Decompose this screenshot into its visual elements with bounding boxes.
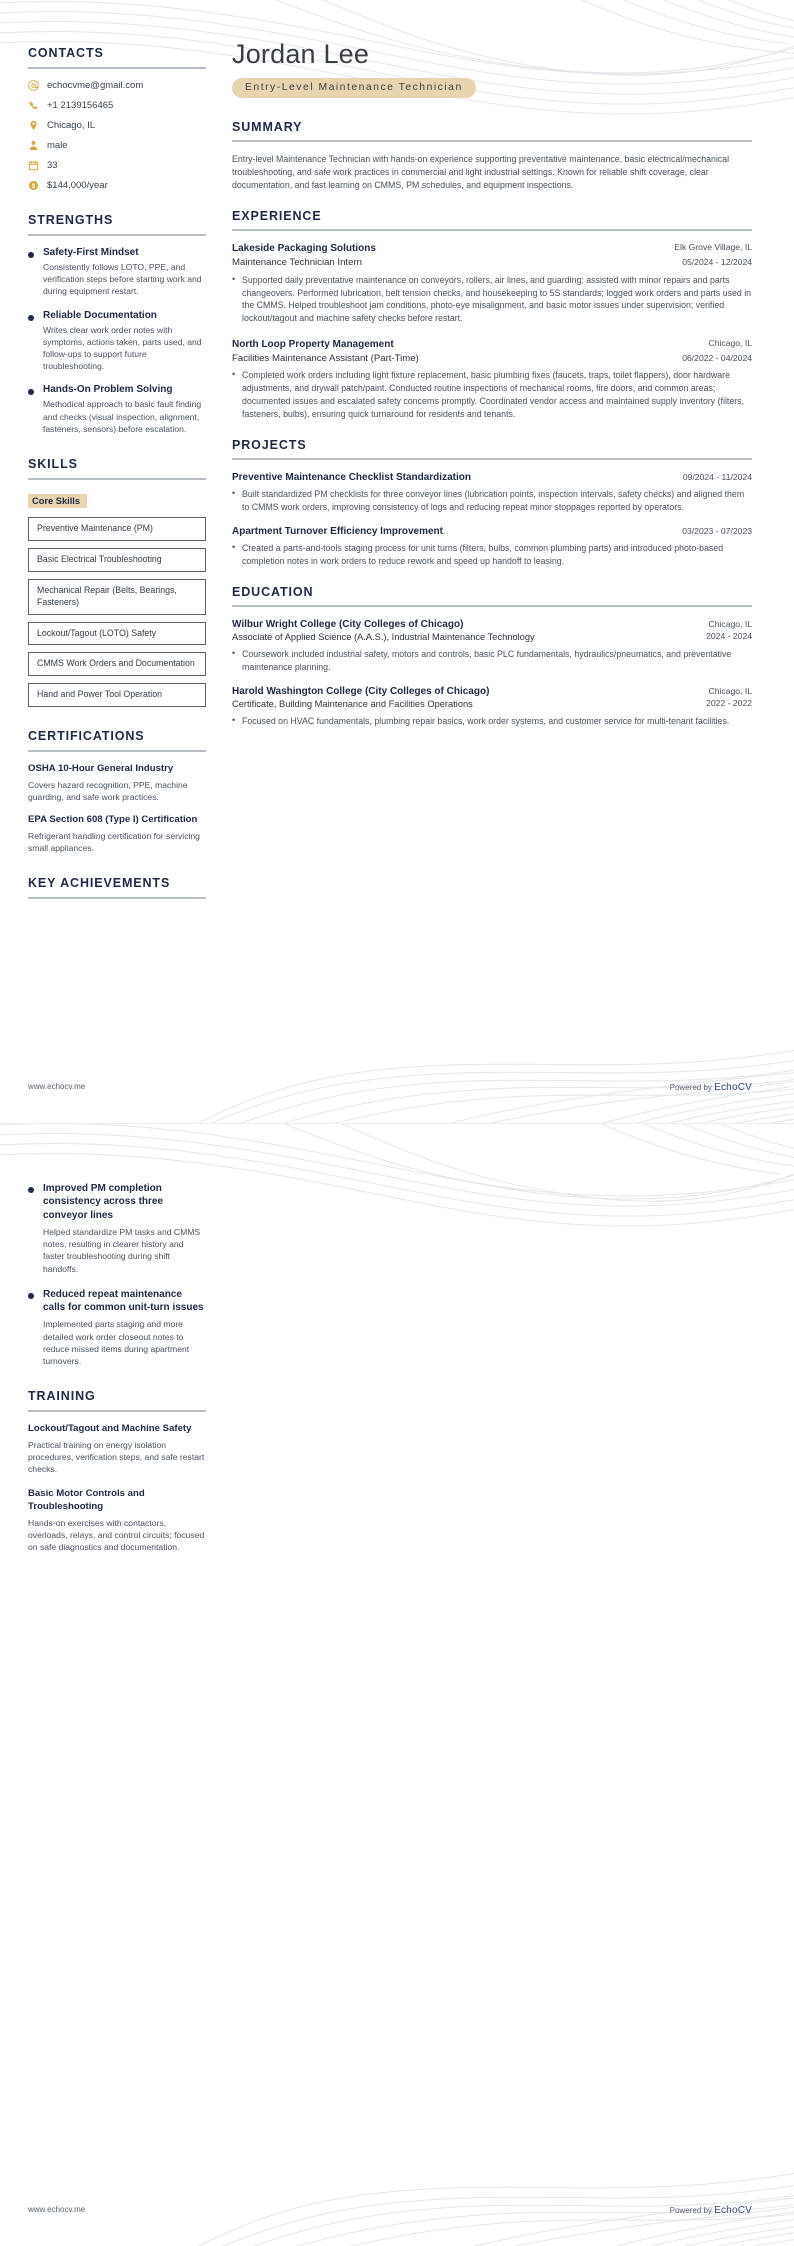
education-bullets [232,715,752,728]
strength-title: Hands-On Problem Solving [43,384,173,396]
experience-date: 05/2024 - 12/2024 [682,257,752,268]
education-date: 2024 - 2024 [706,631,752,642]
core-skills-label: Core Skills [28,494,87,508]
footer-powered-label: Powered by [669,1083,715,1092]
key-achievement-item [28,1288,206,1367]
summary-heading: SUMMARY [232,119,303,134]
sidebar-continued [0,1124,224,1575]
certification-item [28,763,206,803]
key-achievements-heading: KEY ACHIEVEMENTS [28,875,171,890]
bullet-icon [28,252,34,258]
experience-bullets [232,369,752,420]
main-column-continued [224,1124,794,1575]
education-heading: EDUCATION [232,585,314,600]
page-footer [0,2205,794,2216]
skill-chip: Preventive Maintenance (PM) [28,517,206,541]
project-title: Apartment Turnover Efficiency Improvement [232,526,443,538]
strengths-section [28,213,206,435]
strength-description: Methodical approach to basic fault finding and checks (visual inspection, alignment, fasteners, sensors) before escalation. [43,399,202,434]
contact-email-value: echocvme@gmail.com [47,80,144,91]
footer-brand: EchoCV [714,1082,752,1093]
section-divider [28,67,206,69]
contact-gender [28,140,206,151]
education-school: Wilbur Wright College (City Colleges of Chicago) [232,619,464,631]
project-date: 03/2023 - 07/2023 [682,526,752,537]
summary-section [232,120,752,193]
phone-icon [28,100,39,111]
strengths-heading: STRENGTHS [28,213,114,227]
footer-website[interactable]: www.echocv.me [28,2205,86,2214]
experience-company: North Loop Property Management [232,338,394,350]
footer-powered-by [670,2205,752,2216]
section-divider [28,897,206,899]
skill-chip: Basic Electrical Troubleshooting [28,548,206,572]
strength-description: Consistently follows LOTO, PPE, and verification steps before starting work and during equipment restart. [43,262,202,297]
footer-brand: EchoCV [714,2205,752,2216]
key-achievement-item [28,1182,206,1275]
experience-company: Lakeside Packaging Solutions [232,243,376,255]
wave-decoration-bottom [0,2126,794,2246]
project-item [232,471,752,514]
education-item [232,618,752,674]
section-divider [28,1410,206,1412]
experience-date: 06/2022 - 04/2024 [682,352,752,363]
experience-section [232,209,752,420]
strength-description: Writes clear work order notes with symptoms, actions taken, parts used, and follow-ups to support future troubleshooting. [43,324,202,372]
certification-title: OSHA 10-Hour General Industry [28,763,174,775]
education-bullets [232,648,752,674]
key-achievement-title: Reduced repeat maintenance calls for common unit-turn issues [43,1288,204,1313]
contact-salary [28,180,206,191]
section-divider [28,478,206,480]
education-location: Chicago, IL [708,685,752,696]
strength-item [28,384,206,435]
key-achievement-title: Improved PM completion consistency across three conveyor lines [43,1183,164,1221]
contact-gender-value: male [47,140,68,151]
resume-page-2 [0,1123,794,2246]
footer-website[interactable]: www.echocv.me [28,1082,86,1091]
contacts-heading: CONTACTS [28,46,104,60]
training-item [28,1488,206,1553]
calendar-icon [28,160,39,171]
section-divider [232,458,752,460]
experience-bullets [232,274,752,325]
experience-role: Maintenance Technician Intern [232,257,362,269]
education-bullet: • Focused on HVAC fundamentals, plumbing repair basics, work order systems, and customer service for multi-tenant facilities. [232,715,752,728]
education-section [232,585,752,728]
certification-title: EPA Section 608 (Type I) Certification [28,814,198,826]
skill-chip: Hand and Power Tool Operation [28,683,206,707]
experience-location: Chicago, IL [708,337,752,348]
key-achievements-continued [28,1182,206,1367]
training-section [28,1389,206,1553]
skills-heading: SKILLS [28,457,78,472]
project-bullet: • Created a parts-and-tools staging process for unit turns (filters, bulbs, common plumbing parts) and introduced photo-based completion notes in work orders to reduce rework and speed up handoff to leasing. [232,542,752,568]
education-date: 2022 - 2022 [706,697,752,708]
training-title: Lockout/Tagout and Machine Safety [28,1423,192,1435]
education-degree: Associate of Applied Science (A.A.S.), Industrial Maintenance Technology [232,632,535,643]
education-school: Harold Washington College (City Colleges of Chicago) [232,685,490,697]
training-description: Practical training on energy isolation procedures, verification steps, and safe restart checks. [28,1439,205,1475]
education-bullet: • Coursework included industrial safety, motors and controls, basic PLC fundamentals, hydraulics/pneumatics, and preventative maintenance planning. [232,648,752,674]
certification-description: Covers hazard recognition, PPE, machine guarding, and safe work practices. [28,779,188,802]
bullet-icon [28,315,34,321]
project-bullets [232,488,752,514]
training-description: Hands-on exercises with contactors, overloads, relays, and control circuits; focused on safe diagnostics and documentation. [28,1517,205,1553]
skills-section [28,457,206,707]
skill-chip: CMMS Work Orders and Documentation [28,652,206,676]
contacts-section [28,46,206,191]
contact-age-value: 33 [47,160,58,171]
page-title: Jordan Lee [232,39,370,69]
page-footer [0,1082,794,1093]
bullet-icon [28,389,34,395]
certifications-section [28,729,206,854]
contact-email[interactable] [28,80,206,91]
section-divider [28,750,206,752]
training-title: Basic Motor Controls and Troubleshooting [28,1488,145,1513]
key-achievement-description: Helped standardize PM tasks and CMMS notes, resulting in clearer history and faster troubleshooting during shift handoffs. [43,1226,201,1274]
sidebar [0,0,224,921]
project-bullet: • Built standardized PM checklists for three conveyor lines (lubrication points, inspection intervals, safety checks) and aligned them to CMMS work orders, improving consistency of logs and reducing repeat minor stoppages reported by operators. [232,488,752,514]
footer-powered-label: Powered by [669,2206,715,2215]
salary-icon [28,180,39,191]
certifications-heading: CERTIFICATIONS [28,729,145,744]
strength-title: Reliable Documentation [43,309,157,321]
projects-heading: PROJECTS [232,437,307,452]
strength-item [28,310,206,373]
skill-chip: Mechanical Repair (Belts, Bearings, Fasteners) [28,579,206,615]
email-icon [28,80,39,91]
education-item [232,685,752,728]
training-item [28,1423,206,1475]
project-item [232,525,752,568]
section-divider [232,605,752,607]
contact-location [28,120,206,131]
experience-bullet: • Supported daily preventative maintenance on conveyors, rollers, air lines, and guarding; assisted with minor repairs and parts changeovers. Performed lubrication, belt tension checks, and housekeeping to 5S standards; logged work orders and parts used in the CMMS. Helped troubleshoot jam conditions, photo-eye misalignment, and basic motor issues under supervision; verified lockout/tagout and machine safety checks before restart. [232,274,752,325]
strength-item [28,247,206,298]
experience-role: Facilities Maintenance Assistant (Part-Time) [232,352,419,364]
location-icon [28,120,39,131]
experience-item [232,242,752,325]
bullet-icon [28,1187,34,1193]
skill-chip: Lockout/Tagout (LOTO) Safety [28,622,206,646]
experience-bullet: • Completed work orders including light fixture replacement, basic plumbing fixes (faucets, traps, toilet flappers), door hardware adjustments, and drywall patch/paint. Conducted routine inspections of mechanical rooms, fire doors, and common areas; documented issues and escalated safety concerns promptly. Coordinated vendor access and maintained supply inventory (filters, fasteners, bulbs), ensuring quick turnaround for residents and tenants. [232,369,752,420]
contact-phone-value: +1 2139156465 [47,100,114,111]
wave-decoration-bottom [0,1003,794,1123]
experience-item [232,338,752,421]
project-title: Preventive Maintenance Checklist Standardization [232,471,471,483]
key-achievement-description: Implemented parts staging and more detailed work order closeout notes to reduce missed items during apartment turnovers. [43,1319,190,1366]
education-degree: Certificate, Building Maintenance and Facilities Operations [232,698,473,709]
contact-phone[interactable] [28,100,206,111]
summary-text: Entry-level Maintenance Technician with hands-on experience supporting preventative maintenance, basic electrical/mechanical troubleshooting, and safe work practices in commercial and light industrial settings. Known for reliable shift coverage, clear documentation, and fast learning on CMMS, PM schedules, and equipment inspections. [232,153,730,191]
project-date: 09/2024 - 11/2024 [682,471,752,482]
project-bullets [232,542,752,568]
certification-item [28,814,206,854]
contact-salary-value: $144,000/year [47,180,108,191]
education-location: Chicago, IL [708,619,752,630]
contact-location-value: Chicago, IL [47,120,96,131]
experience-heading: EXPERIENCE [232,209,322,224]
job-title-badge: Entry-Level Maintenance Technician [232,78,476,98]
experience-location: Elk Grove Village, IL [674,242,752,253]
person-icon [28,140,39,151]
key-achievements-section [28,876,206,899]
section-divider [232,140,752,142]
projects-section [232,438,752,568]
section-divider [232,229,752,231]
footer-powered-by [670,1082,752,1093]
certification-description: Refrigerant handling certification for servicing small appliances. [28,830,200,853]
main-column [224,0,794,921]
svg-text:$: $ [31,182,36,190]
strength-title: Safety-First Mindset [43,247,139,258]
section-divider [28,234,206,236]
training-heading: TRAINING [28,1389,96,1404]
bullet-icon [28,1293,34,1299]
contact-age [28,160,206,171]
